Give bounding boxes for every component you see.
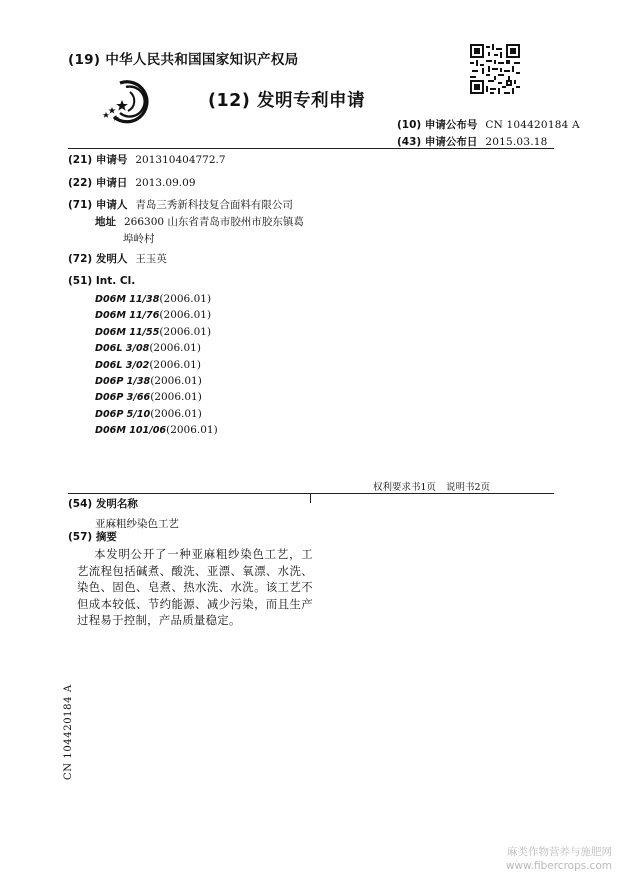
applicant-field (68, 200, 293, 211)
site-watermark (506, 845, 612, 873)
inventor-label: (72) 发明人 (68, 253, 128, 265)
publication-number-row (397, 117, 580, 132)
cnipa-logo-icon (100, 77, 158, 125)
publication-date-label: (43) 申请公布日 (397, 136, 478, 148)
abstract-text: 本发明公开了一种亚麻粗纱染色工艺，工艺流程包括碱煮、酸洗、亚漂、氧漂、水洗、染色、固色、皂煮、热水洗、水洗。该工艺不但成本较低、节约能源、减少污染，而且生产过程易于控制，产品质量稳定。 (77, 547, 313, 628)
ipc-code: D06P 5/10 (95, 408, 151, 420)
ipc-item (95, 324, 218, 340)
abstract-label: (57) 摘要 (68, 531, 117, 543)
watermark-site-name: 麻类作物营养与施肥网 (507, 846, 612, 858)
ipc-item (95, 406, 218, 422)
ipc-code: D06P 1/38 (95, 375, 151, 387)
applicant-name: 青岛三秀新科技复合面料有限公司 (135, 199, 293, 211)
address-field (95, 217, 304, 228)
ipc-code: D06L 3/08 (95, 343, 150, 355)
ipc-code: D06M 11/55 (95, 326, 160, 338)
inventor-field (68, 254, 167, 265)
description-page-count: 说明书2页 (446, 482, 491, 493)
inventor-name: 王玉英 (135, 253, 167, 265)
address-label: 地址 (95, 216, 116, 228)
document-type-title: (12) 发明专利申请 (208, 91, 365, 111)
ipc-classification-list (95, 291, 218, 439)
section-divider (68, 493, 554, 494)
publication-date: 2015.03.18 (485, 136, 548, 148)
ipc-code: D06M 101/06 (95, 425, 167, 437)
application-number-field (68, 155, 226, 166)
application-number: 201310404772.7 (135, 154, 226, 166)
address-line-2: 埠岭村 (123, 233, 155, 245)
publication-date-row (397, 134, 548, 149)
watermark-url: www.fibercrops.com (505, 860, 612, 872)
ipc-item (95, 422, 218, 438)
ipc-version: (2006.01) (150, 407, 202, 420)
ipc-item (95, 340, 218, 356)
ipc-label: (51) Int. Cl. (68, 275, 136, 287)
ipc-code: D06P 3/66 (95, 392, 151, 404)
ipc-item (95, 357, 218, 373)
ipc-item (95, 291, 218, 307)
ipc-version: (2006.01) (149, 358, 201, 371)
ipc-version: (2006.01) (149, 342, 201, 355)
application-date-label: (22) 申请日 (68, 177, 128, 189)
qr-code-icon (470, 44, 520, 94)
publication-number-label: (10) 申请公布号 (397, 119, 478, 131)
ipc-version: (2006.01) (159, 309, 212, 322)
ipc-version: (2006.01) (159, 293, 212, 305)
application-number-label: (21) 申请号 (68, 154, 128, 166)
applicant-label: (71) 申请人 (68, 199, 128, 211)
ipc-item (95, 307, 218, 323)
page-count (373, 479, 490, 493)
side-publication-number: CN 104420184 A (63, 684, 74, 780)
ipc-code: D06M 11/76 (95, 310, 160, 322)
abstract-label-field (68, 532, 117, 543)
claims-page-count: 权利要求书1页 (373, 482, 437, 493)
address-line-1: 266300 山东省青岛市胶州市胶东镇葛 (124, 216, 304, 228)
ipc-version: (2006.01) (159, 325, 212, 338)
ipc-version: (2006.01) (150, 391, 202, 404)
ipc-version: (2006.01) (166, 424, 218, 437)
ipc-label-field (68, 276, 135, 287)
ipc-code: D06M 11/38 (95, 294, 160, 305)
invention-title: 亚麻粗纱染色工艺 (95, 518, 179, 530)
invention-title-label: (54) 发明名称 (68, 498, 138, 510)
ipc-version: (2006.01) (150, 374, 202, 387)
ipc-code: D06L 3/02 (95, 359, 150, 371)
publication-number: CN 104420184 A (485, 119, 580, 131)
ipc-item (95, 389, 218, 405)
issuing-office: (19) 中华人民共和国国家知识产权局 (68, 52, 299, 68)
header-divider (68, 148, 554, 149)
column-divider-tick (310, 493, 311, 503)
ipc-item (95, 373, 218, 389)
invention-title-field (68, 499, 138, 510)
application-date-field (68, 178, 196, 189)
application-date: 2013.09.09 (135, 177, 196, 189)
